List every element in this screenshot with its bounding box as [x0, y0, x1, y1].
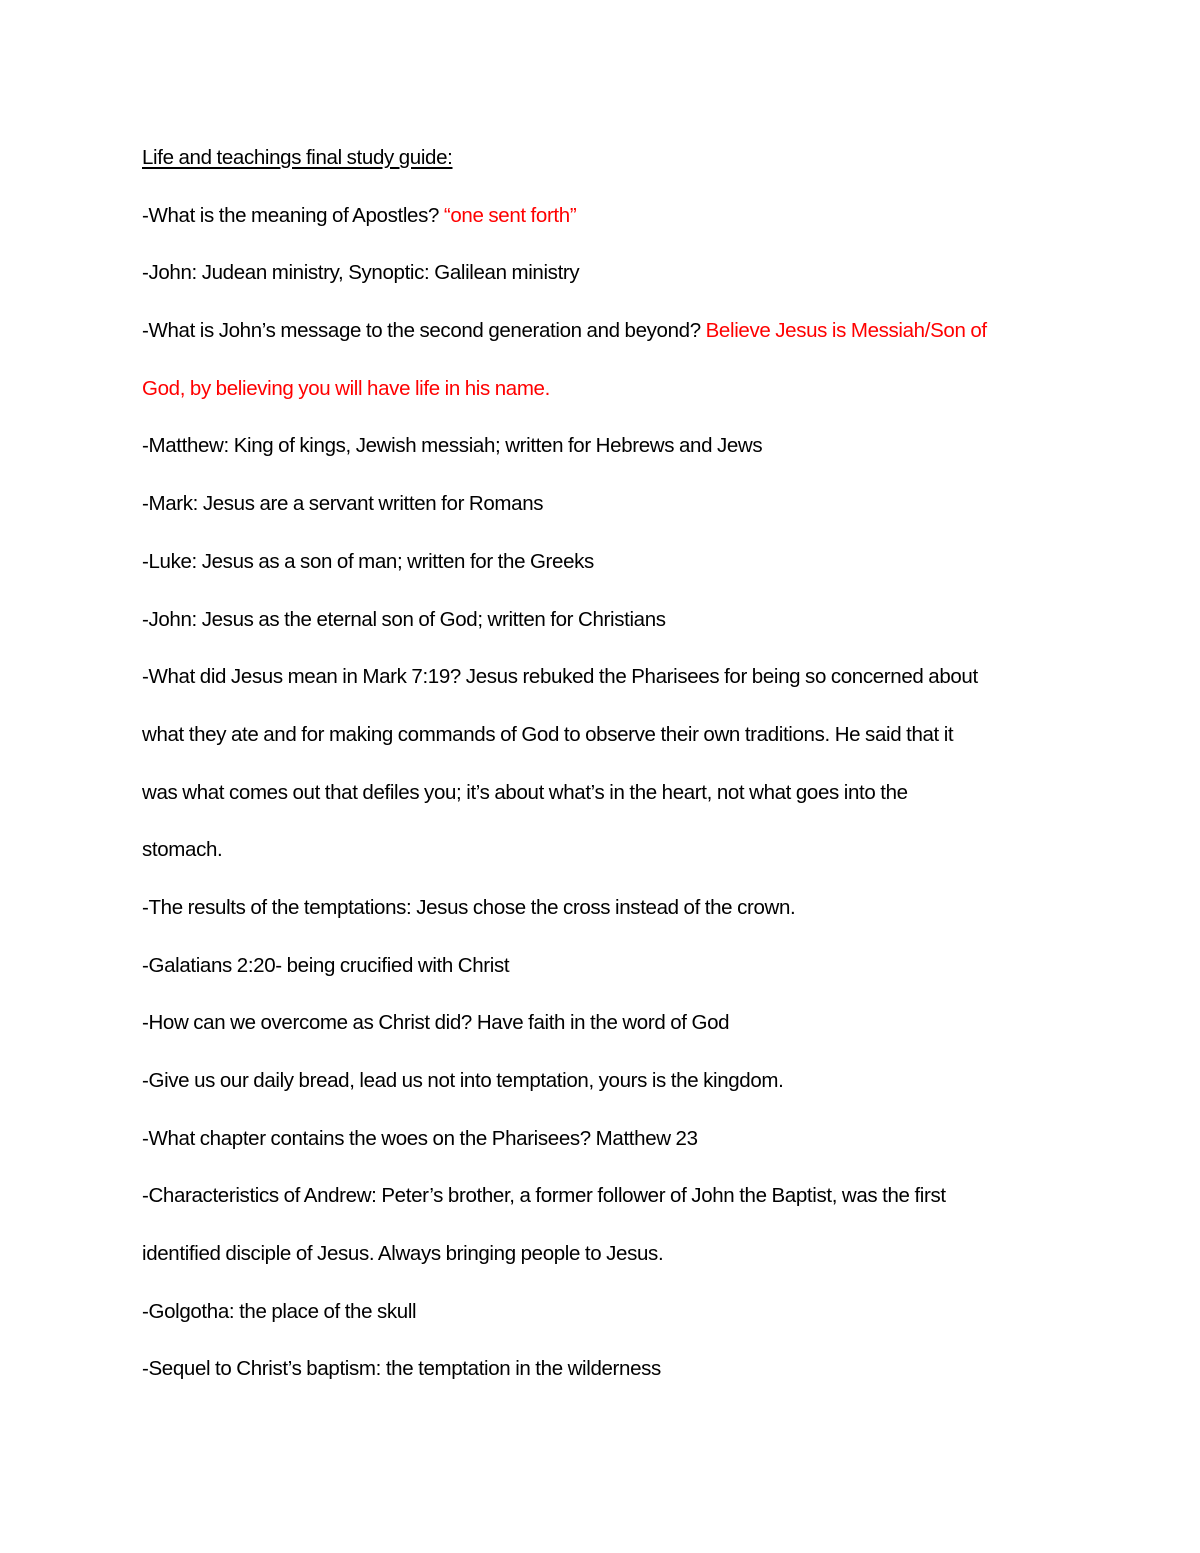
study-item-john-message: [142, 314, 1062, 372]
question-text: -What is the meaning of Apostles?: [142, 203, 444, 227]
study-item-andrew: -Characteristics of Andrew: Peter’s brother, a former follower of John the Baptist, was the first: [142, 1184, 946, 1208]
study-item-baptism-sequel: -Sequel to Christ’s baptism: the temptation in the wilderness: [142, 1357, 661, 1381]
study-item-mark-7-19-cont: was what comes out that defiles you; it’s about what’s in the heart, not what goes into the: [142, 780, 908, 804]
study-item-galatians: -Galatians 2:20- being crucified with Christ: [142, 953, 510, 977]
study-item-ministry: -John: Judean ministry, Synoptic: Galilean ministry: [142, 261, 580, 285]
document-title: Life and teachings final study guide:: [142, 146, 453, 169]
study-item-luke: -Luke: Jesus as a son of man; written for the Greeks: [142, 549, 594, 573]
study-item-john: -John: Jesus as the eternal son of God; written for Christians: [142, 607, 666, 631]
study-item-mark-7-19-cont: stomach.: [142, 838, 223, 862]
study-item-golgotha: -Golgotha: the place of the skull: [142, 1299, 417, 1323]
study-item-prayer: -Give us our daily bread, lead us not into temptation, yours is the kingdom.: [142, 1069, 784, 1092]
answer-continuation: God, by believing you will have life in his name.: [142, 376, 550, 400]
study-item-matthew: -Matthew: King of kings, Jewish messiah; written for Hebrews and Jews: [142, 434, 763, 458]
answer-text: Believe Jesus is Messiah/Son of: [705, 319, 987, 343]
question-text: -What is John’s message to the second generation and beyond?: [142, 319, 706, 343]
study-item-temptations: -The results of the temptations: Jesus chose the cross instead of the crown.: [142, 895, 796, 919]
study-item-mark: -Mark: Jesus are a servant written for Romans: [142, 492, 544, 516]
document-body: [142, 141, 1062, 1410]
study-item-woes: -What chapter contains the woes on the Pharisees? Matthew 23: [142, 1126, 698, 1150]
study-item-mark-7-19-cont: what they ate and for making commands of God to observe their own traditions. He said that it: [142, 722, 954, 746]
answer-text: “one sent forth”: [443, 203, 577, 227]
study-item-mark-7-19: -What did Jesus mean in Mark 7:19? Jesus rebuked the Pharisees for being so concerned about: [142, 665, 978, 689]
study-item-overcome: -How can we overcome as Christ did? Have faith in the word of God: [142, 1011, 730, 1035]
study-item-apostles: [142, 199, 1062, 257]
study-item-andrew-cont: identified disciple of Jesus. Always bringing people to Jesus.: [142, 1242, 664, 1266]
